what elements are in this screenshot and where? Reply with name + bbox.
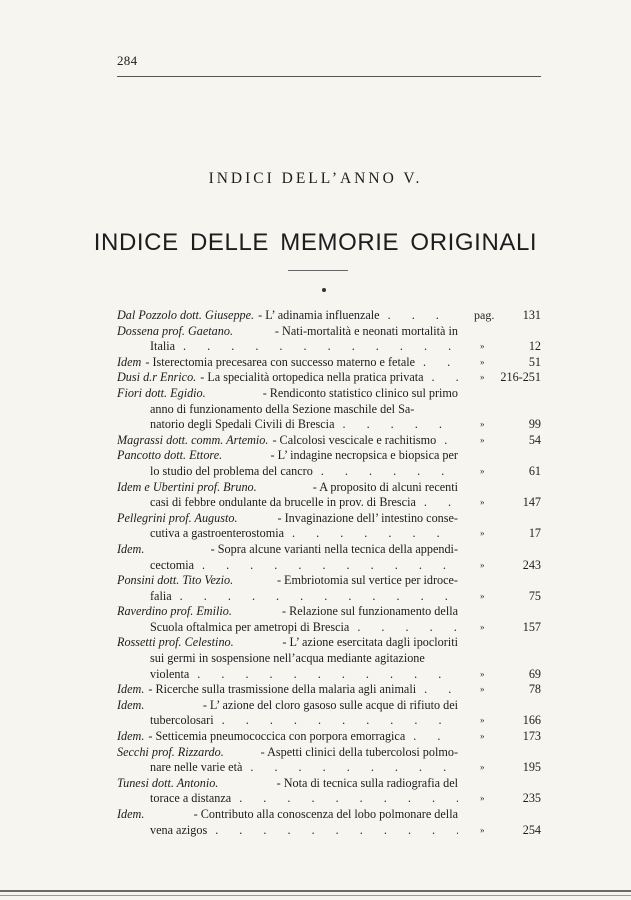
entry-title-text: vena azigos — [150, 822, 208, 837]
entry-line — [117, 573, 541, 589]
entry-line — [117, 589, 541, 605]
dot-leader — [357, 620, 458, 636]
index-entries — [117, 308, 541, 838]
entry-title-text: - Isterectomia precesarea con successo materno e fetale — [145, 354, 416, 369]
entry-page-ref — [474, 791, 541, 807]
entry-page-ref — [474, 713, 541, 729]
index-entry — [117, 370, 541, 386]
entry-page-ref — [474, 682, 541, 698]
index-entry — [117, 573, 541, 604]
entry-line — [117, 417, 541, 433]
page-prefix: » — [480, 341, 485, 352]
entry-line — [117, 386, 541, 402]
dot-leader — [239, 791, 458, 807]
dot-leader — [321, 464, 458, 480]
page-value: 61 — [528, 463, 541, 478]
page-prefix: » — [480, 590, 485, 601]
entry-title-text: Scuola oftalmica per ametropi di Brescia — [150, 619, 350, 634]
entry-author: Magrassi dott. comm. Artemio. — [117, 432, 269, 447]
entry-page-ref — [474, 495, 541, 511]
entry-page-ref — [474, 823, 541, 839]
entry-author: Idem. — [117, 697, 145, 712]
entry-page-ref — [474, 558, 541, 574]
page-prefix: » — [480, 559, 485, 570]
entry-line — [117, 324, 541, 340]
entry-page-ref — [474, 667, 541, 683]
entry-line — [117, 698, 541, 714]
page-prefix: pag. — [474, 308, 495, 322]
entry-page-ref — [474, 526, 541, 542]
entry-author: Idem. — [117, 682, 145, 697]
page-prefix: » — [480, 434, 485, 445]
dot-leader — [183, 339, 458, 355]
entry-title-text: - Rendiconto statistico clinico sul primo — [262, 385, 458, 400]
dot-leader — [197, 667, 458, 683]
entry-title-text: - La specialità ortopedica nella pratica privata — [200, 370, 424, 385]
header-rule — [117, 76, 541, 77]
page-prefix: » — [480, 762, 485, 773]
page-prefix: » — [480, 715, 485, 726]
entry-title-text: - Calcolosi vescicale e rachitismo — [272, 432, 437, 447]
page-prefix: » — [480, 731, 485, 742]
entry-title-text: violenta — [150, 666, 190, 681]
index-entry — [117, 682, 541, 698]
entry-title-text: - Invaginazione dell’ intestino conse- — [277, 510, 458, 525]
dot-leader — [388, 308, 458, 324]
entry-line — [117, 760, 541, 776]
entry-page-ref — [474, 370, 541, 386]
page-prefix: » — [480, 793, 485, 804]
page-prefix: » — [480, 356, 485, 367]
entry-author: Tunesi dott. Antonio. — [117, 775, 219, 790]
entry-page-ref — [474, 760, 541, 776]
page-prefix: » — [480, 621, 485, 632]
entry-title-text: anno di funzionamento della Sezione maschile del Sa- — [150, 401, 415, 416]
year-heading: INDICI DELL’ANNO V. — [208, 170, 423, 187]
entry-page-ref — [474, 464, 541, 480]
page-prefix: » — [480, 372, 485, 383]
entry-author: Rossetti prof. Celestino. — [117, 635, 234, 650]
entry-line — [117, 791, 541, 807]
dot-leader — [432, 370, 458, 386]
entry-title-text: torace a distanza — [150, 791, 232, 806]
dot-leader — [180, 589, 458, 605]
entry-line — [117, 464, 541, 480]
dot-leader — [202, 558, 458, 574]
entry-title-text: - Nota di tecnica sulla radiografia del — [276, 775, 458, 790]
dot-leader — [342, 417, 458, 433]
entry-title-text: - A proposito di alcuni recenti — [312, 479, 458, 494]
entry-author: Idem. — [117, 541, 145, 556]
entry-author: Raverdino prof. Emilio. — [117, 604, 232, 619]
entry-line — [117, 667, 541, 683]
index-entry — [117, 324, 541, 355]
index-entry — [117, 542, 541, 573]
entry-title-text: natorio degli Spedali Civili di Brescia — [150, 417, 335, 432]
entry-author: Pellegrini prof. Augusto. — [117, 510, 238, 525]
index-entry — [117, 745, 541, 776]
entry-title-text: tubercolosari — [150, 713, 214, 728]
entry-author: Dusi d.r Enrico. — [117, 370, 197, 385]
page-prefix: » — [480, 419, 485, 430]
entry-line — [117, 511, 541, 527]
index-entry — [117, 807, 541, 838]
entry-title-text: - Aspetti clinici della tubercolosi polmo- — [260, 744, 458, 759]
entry-line — [117, 542, 541, 558]
entry-author: Idem. — [117, 807, 145, 821]
entry-line — [117, 729, 541, 745]
page-number: 284 — [117, 53, 138, 68]
entry-line — [117, 682, 541, 698]
entry-title-text: - Ricerche sulla trasmissione della malaria agli animali — [148, 682, 417, 697]
page-value: 12 — [528, 339, 541, 354]
entry-title-text: - Setticemia pneumococcica con porpora emorragica — [148, 729, 406, 744]
index-entry — [117, 698, 541, 729]
page-value: 157 — [522, 619, 541, 634]
entry-author: Dal Pozzolo dott. Giuseppe. — [117, 308, 255, 322]
page-value: 17 — [528, 526, 541, 541]
entry-title-text: - Sopra alcune varianti nella tecnica della appendi- — [210, 541, 458, 556]
index-entry — [117, 511, 541, 542]
entry-author: Pancotto dott. Ettore. — [117, 448, 223, 463]
dot-leader — [424, 495, 458, 511]
page-prefix: » — [480, 668, 485, 679]
entry-line — [117, 558, 541, 574]
dot-leader — [413, 729, 458, 745]
page-value: 216-251 — [500, 370, 541, 385]
entry-page-ref — [474, 355, 541, 371]
entry-author: Idem — [117, 354, 142, 369]
entry-title-text: lo studio del problema del cancro — [150, 463, 313, 478]
dot-leader — [250, 760, 458, 776]
entry-page-ref — [474, 729, 541, 745]
entry-title-text: - Contributo alla conoscenza del lobo polmonare della — [193, 807, 458, 821]
page-prefix: » — [480, 465, 485, 476]
entry-author: Dossena prof. Gaetano. — [117, 323, 234, 338]
entry-line — [117, 495, 541, 511]
entry-page-ref — [474, 308, 541, 324]
page-value: 78 — [528, 682, 541, 697]
entry-line — [117, 823, 541, 839]
page-value: 243 — [522, 557, 541, 572]
page-prefix: » — [480, 824, 485, 835]
entry-author: Idem. — [117, 729, 145, 744]
entry-title-text: - Embriotomia sul vertice per idroce- — [276, 573, 458, 588]
entry-page-ref — [474, 589, 541, 605]
entry-title-text: - L’ azione del cloro gasoso sulle acque di rifiuto dei — [202, 697, 458, 712]
page-value: 195 — [522, 760, 541, 775]
entry-title-text: nare nelle varie età — [150, 760, 243, 775]
entry-page-ref — [474, 433, 541, 449]
entry-title-text: Italia — [150, 339, 176, 354]
entry-title-text: - Nati-mortalità e neonati mortalità in — [274, 323, 458, 338]
page-value: 75 — [528, 588, 541, 603]
entry-title-text: - L’ azione esercitata dagli ipocloriti — [282, 635, 458, 650]
index-entry — [117, 308, 541, 324]
page-value: 131 — [522, 308, 541, 322]
entry-author: Idem e Ubertini prof. Bruno. — [117, 479, 257, 494]
page-value: 51 — [528, 354, 541, 369]
entry-title-text: casi di febbre ondulante da brucelle in prov. di Brescia — [150, 495, 416, 510]
entry-title-text: - L’ adinamia influenzale — [258, 308, 380, 322]
page-value: 99 — [528, 417, 541, 432]
entry-title-text: - L’ indagine necropsica e biopsica per — [270, 448, 458, 463]
entry-line — [117, 651, 541, 667]
index-entry — [117, 448, 541, 479]
index-entry — [117, 776, 541, 807]
entry-title-text: cutiva a gastroenterostomia — [150, 526, 285, 541]
entry-author: Ponsini dott. Tito Vezio. — [117, 573, 234, 588]
dot-leader — [444, 433, 458, 449]
entry-page-ref — [474, 620, 541, 636]
page-value: 166 — [522, 713, 541, 728]
ornament-dot — [322, 288, 326, 292]
entry-line — [117, 480, 541, 496]
page-prefix: » — [480, 528, 485, 539]
bottom-edge — [0, 890, 631, 892]
page-value: 254 — [522, 822, 541, 837]
entry-line — [117, 745, 541, 761]
entry-line — [117, 776, 541, 792]
dot-leader — [423, 355, 458, 371]
entry-line — [117, 604, 541, 620]
page-prefix: » — [480, 684, 485, 695]
page-value: 173 — [522, 729, 541, 744]
dot-leader — [215, 823, 458, 839]
entry-line — [117, 807, 541, 823]
index-entry — [117, 355, 541, 371]
entry-line — [117, 448, 541, 464]
page-value: 235 — [522, 791, 541, 806]
index-entry — [117, 480, 541, 511]
entry-title-text: - Relazione sul funzionamento della — [282, 604, 458, 619]
index-entry — [117, 386, 541, 433]
entry-line — [117, 402, 541, 418]
page-value: 147 — [522, 495, 541, 510]
index-entry — [117, 604, 541, 635]
dot-leader — [222, 713, 458, 729]
page-prefix: » — [480, 497, 485, 508]
entry-line — [117, 339, 541, 355]
title-rule — [288, 270, 348, 271]
entry-author: Fiori dott. Egidio. — [117, 385, 206, 400]
dot-leader — [424, 682, 458, 698]
bottom-edge-shadow — [0, 895, 631, 896]
entry-line — [117, 370, 541, 386]
entry-line — [117, 620, 541, 636]
entry-title-text: sui germi in sospensione nell’acqua mediante agitazione — [150, 651, 425, 666]
index-entry — [117, 433, 541, 449]
page-value: 69 — [528, 666, 541, 681]
index-entry — [117, 635, 541, 682]
entry-line — [117, 355, 541, 371]
entry-line — [117, 713, 541, 729]
entry-line — [117, 308, 541, 324]
entry-line — [117, 635, 541, 651]
entry-line — [117, 433, 541, 449]
entry-author: Secchi prof. Rizzardo. — [117, 744, 224, 759]
entry-page-ref — [474, 417, 541, 433]
page-title: INDICE DELLE MEMORIE ORIGINALI — [93, 229, 538, 256]
entry-page-ref — [474, 339, 541, 355]
page-value: 54 — [528, 432, 541, 447]
entry-line — [117, 526, 541, 542]
entry-title-text: cectomia — [150, 557, 194, 572]
index-entry — [117, 729, 541, 745]
entry-title-text: falia — [150, 588, 172, 603]
dot-leader — [292, 526, 458, 542]
